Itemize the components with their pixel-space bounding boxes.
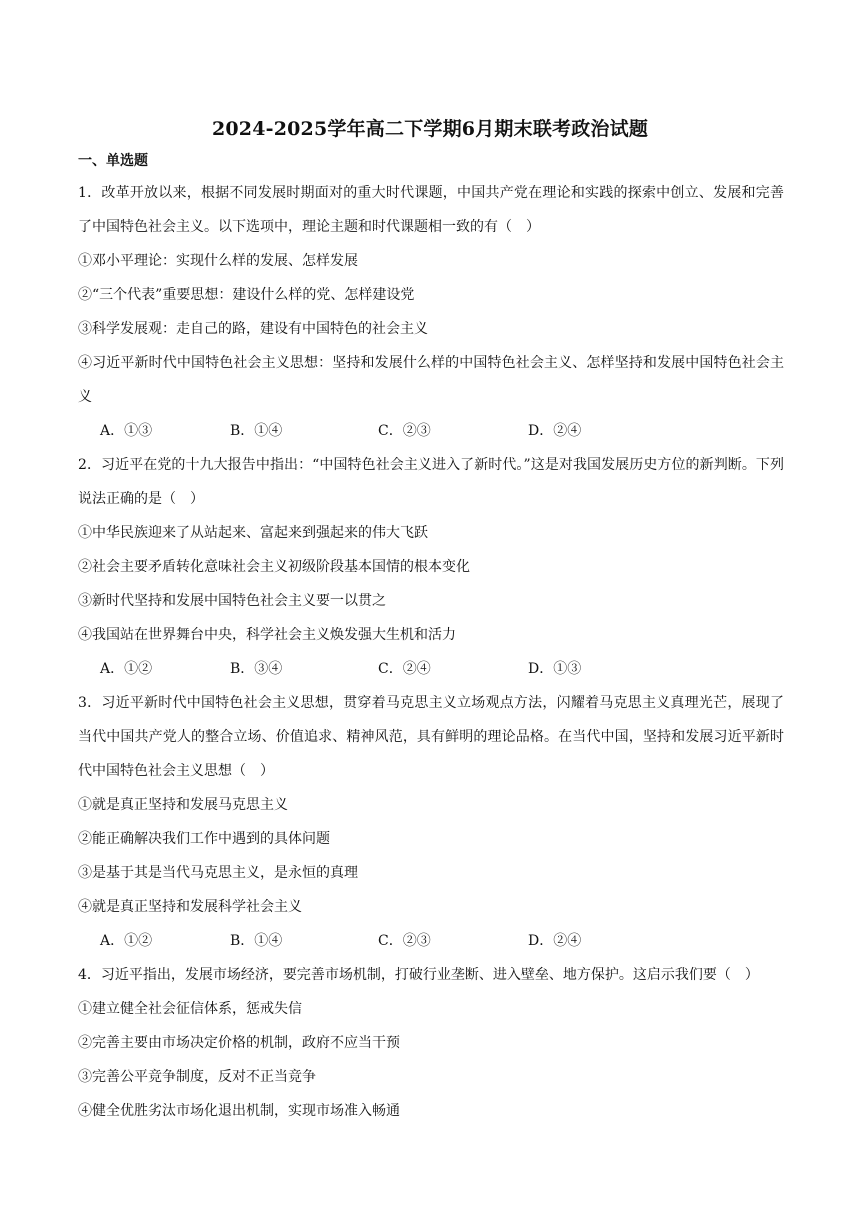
option-c: C．②③ — [378, 933, 431, 949]
question-list — [78, 176, 784, 1128]
question-2 — [78, 448, 784, 686]
statement-item: ②“三个代表”重要思想：建设什么样的党、怎样建设党 — [78, 287, 415, 303]
option-c: C．②④ — [378, 661, 431, 677]
statement-item: ②社会主要矛盾转化意味社会主义初级阶段基本国情的根本变化 — [78, 559, 470, 575]
statement-item: ③新时代坚持和发展中国特色社会主义要一以贯之 — [78, 593, 386, 609]
option-b: B．①④ — [230, 933, 283, 949]
question-4 — [78, 958, 784, 1128]
option-d: D．②④ — [528, 933, 582, 949]
statement-item: ④习近平新时代中国特色社会主义思想：坚持和发展什么样的中国特色社会主义、怎样坚持和发展中国特色社会主义 — [78, 355, 784, 405]
statement-item: ④我国站在世界舞台中央，科学社会主义焕发强大生机和活力 — [78, 627, 456, 643]
answer-options — [78, 414, 784, 448]
statement-item: ②完善主要由市场决定价格的机制，政府不应当干预 — [78, 1035, 400, 1051]
statement-item: ③科学发展观：走自己的路，建设有中国特色的社会主义 — [78, 321, 428, 337]
statement-item: ④健全优胜劣汰市场化退出机制，实现市场准入畅通 — [78, 1103, 400, 1119]
statement-item: ①邓小平理论：实现什么样的发展、怎样发展 — [78, 253, 358, 269]
statement-item: ③完善公平竞争制度，反对不正当竞争 — [78, 1069, 316, 1085]
statement-item: ④就是真正坚持和发展科学社会主义 — [78, 899, 302, 915]
option-b: B．①④ — [230, 423, 283, 439]
statement-item: ①就是真正坚持和发展马克思主义 — [78, 797, 288, 813]
question-stem: 4．习近平指出，发展市场经济，要完善市场机制，打破行业垄断、进入壁垒、地方保护。这启示我们要（ ） — [78, 967, 759, 983]
answer-options — [78, 652, 784, 686]
page-title: 2024-2025学年高二下学期6月期末联考政治试题 — [211, 118, 649, 140]
question-stem: 2．习近平在党的十九大报告中指出：“中国特色社会主义进入了新时代。”这是对我国发展历史方位的新判断。下列说法正确的是（ ） — [78, 457, 784, 507]
answer-options — [78, 924, 784, 958]
question-1 — [78, 176, 784, 448]
statement-item: ②能正确解决我们工作中遇到的具体问题 — [78, 831, 330, 847]
question-stem: 1．改革开放以来，根据不同发展时期面对的重大时代课题，中国共产党在理论和实践的探索中创立、发展和完善了中国特色社会主义。以下选项中，理论主题和时代课题相一致的有（ ） — [78, 185, 784, 235]
option-d: D．①③ — [528, 661, 582, 677]
question-3 — [78, 686, 784, 958]
option-b: B．③④ — [230, 661, 283, 677]
question-stem: 3．习近平新时代中国特色社会主义思想，贯穿着马克思主义立场观点方法，闪耀着马克思主义真理光芒，展现了当代中国共产党人的整合立场、价值追求、精神风范，具有鲜明的理论品格。在当代中国，坚持和发展习近平新时代中国特色社会主义思想（ ） — [78, 695, 784, 779]
statement-item: ③是基于其是当代马克思主义，是永恒的真理 — [78, 865, 358, 881]
option-a: A．①③ — [100, 423, 153, 439]
option-c: C．②③ — [378, 423, 431, 439]
statement-item: ①中华民族迎来了从站起来、富起来到强起来的伟大飞跃 — [78, 525, 428, 541]
option-a: A．①② — [100, 933, 153, 949]
section-heading: 一、单选题 — [78, 153, 148, 169]
option-a: A．①② — [100, 661, 153, 677]
statement-item: ①建立健全社会征信体系，惩戒失信 — [78, 1001, 302, 1017]
option-d: D．②④ — [528, 423, 582, 439]
